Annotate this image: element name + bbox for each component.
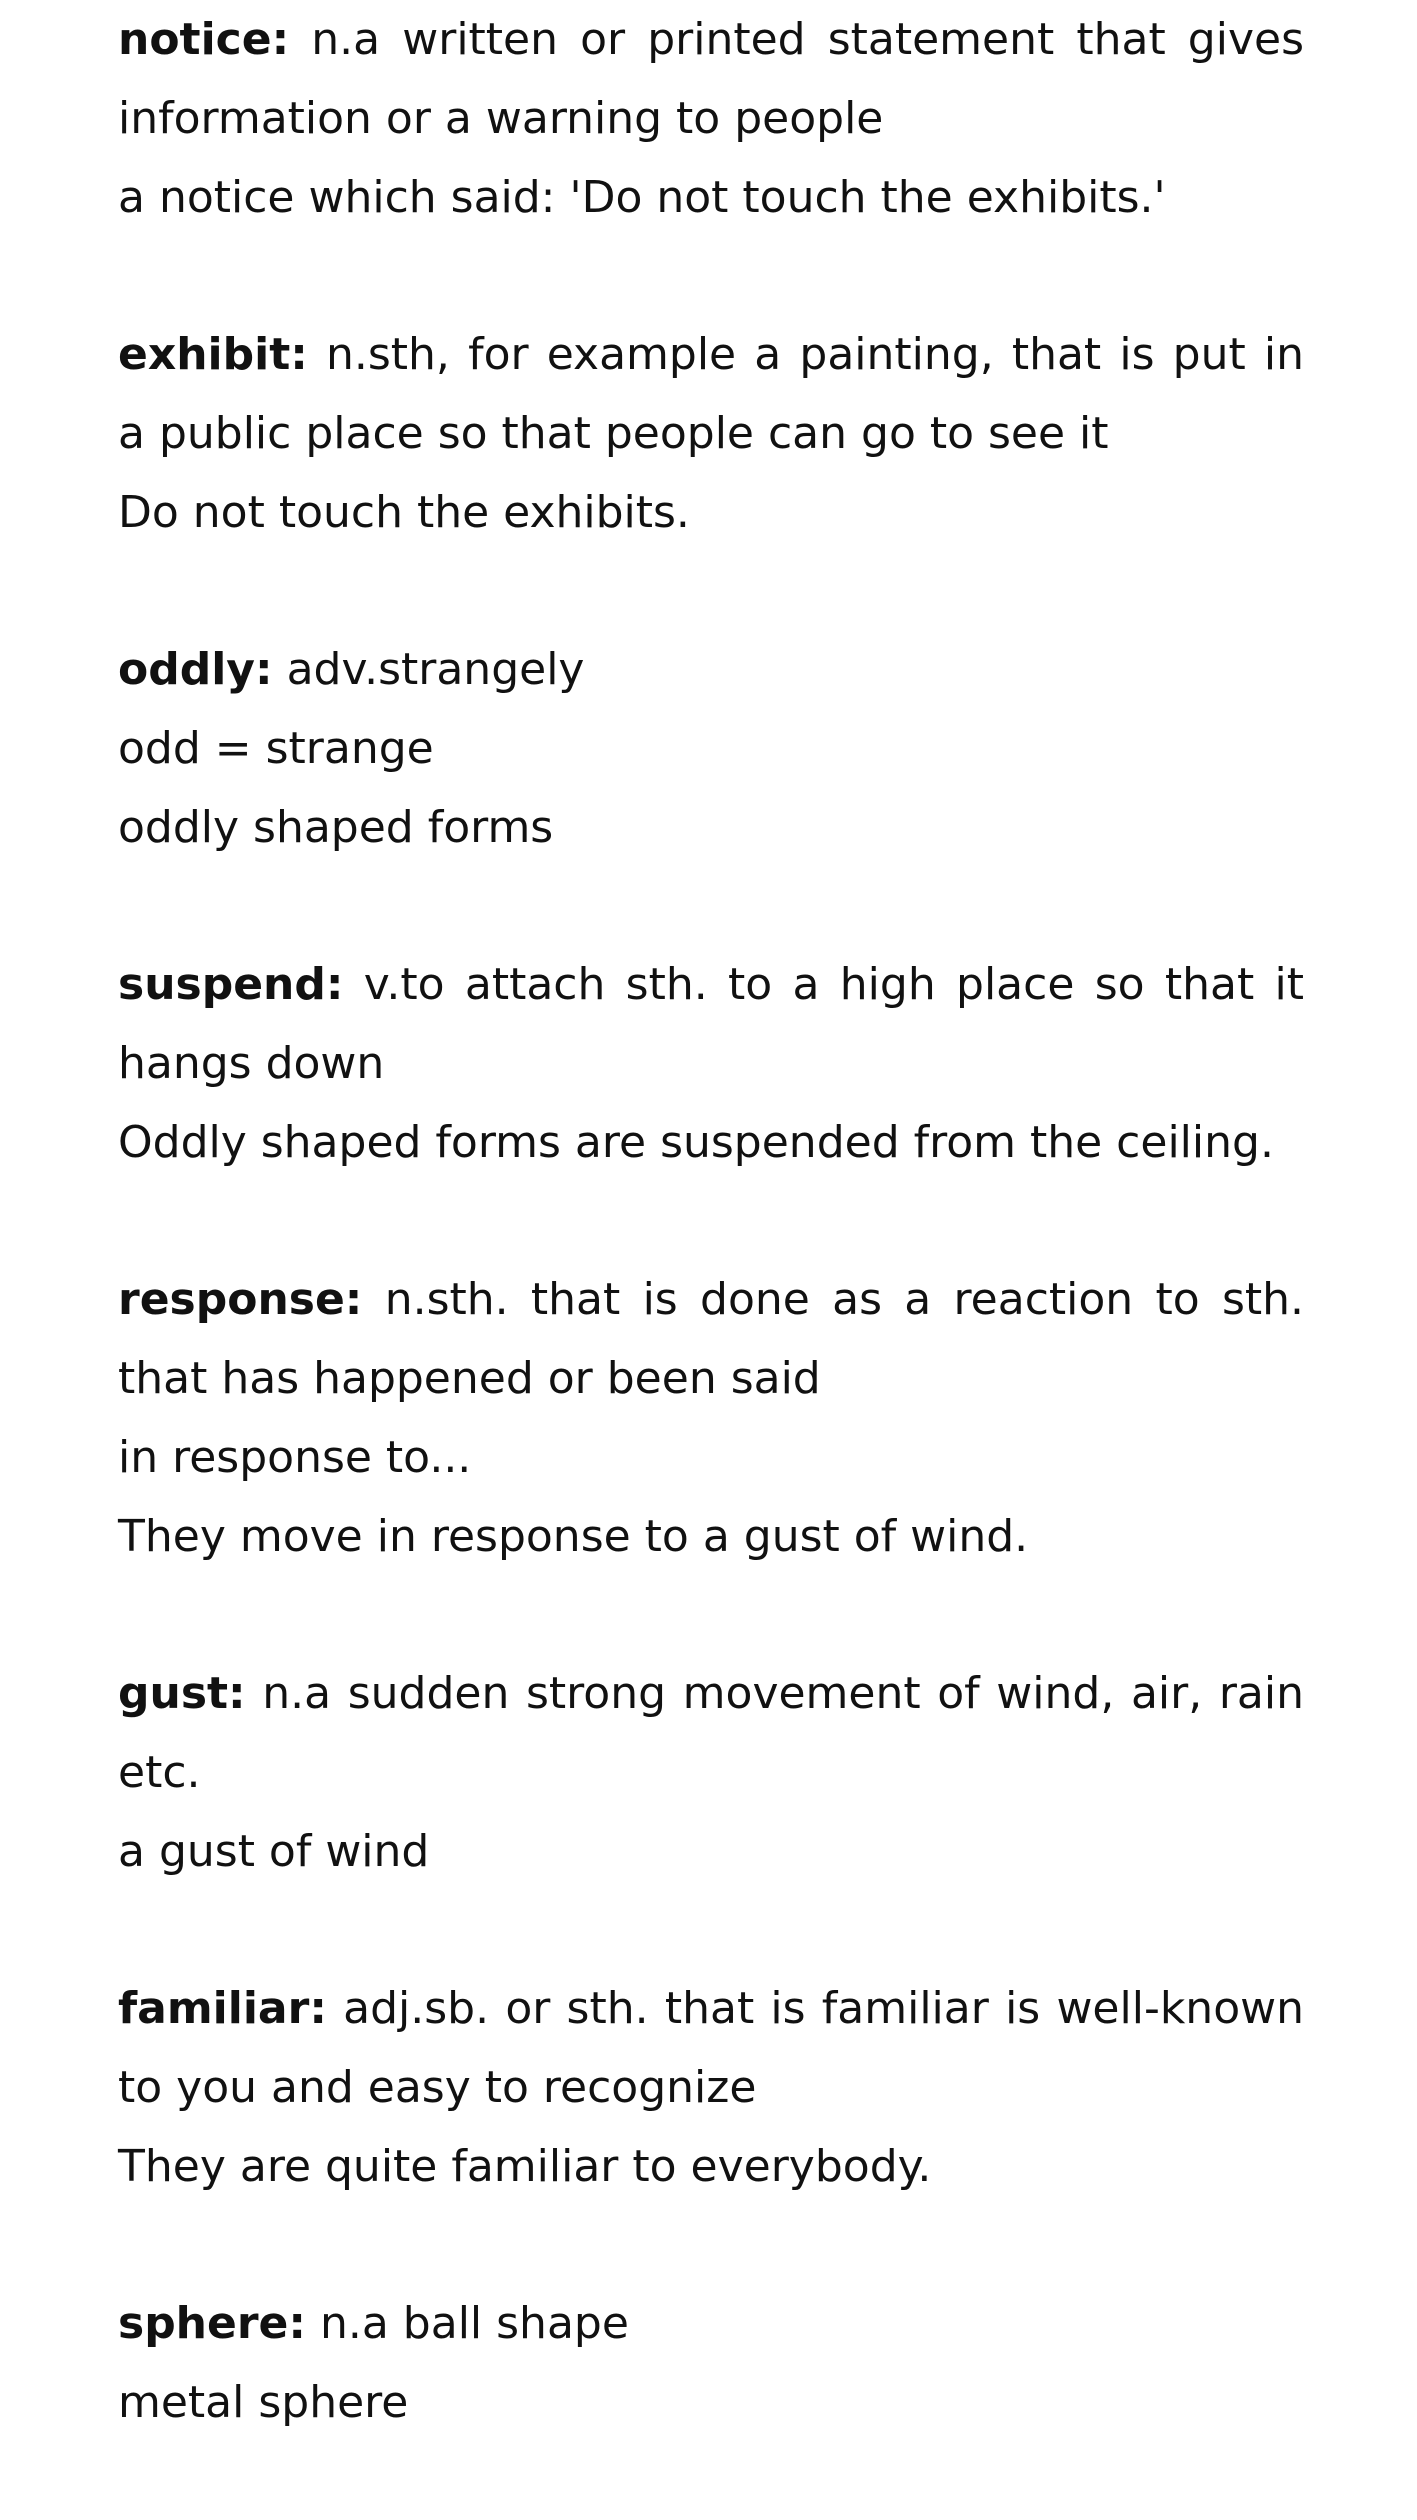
definition-line <box>118 1260 1304 1418</box>
vocab-entry-suspend <box>118 945 1304 1182</box>
example-phrase: metal sphere <box>118 2377 409 2428</box>
vocab-entry-oddly <box>118 630 1304 867</box>
example-sentence: They are quite familiar to everybody. <box>118 2141 932 2192</box>
headword: notice: <box>118 14 290 65</box>
headword: response: <box>118 1274 363 1325</box>
vocabulary-list <box>118 0 1304 2520</box>
definition-line <box>118 1969 1304 2127</box>
definition-text: v.to attach sth. to a high place so that it hangs down <box>118 959 1304 1089</box>
definition-text: n.sth. that is done as a reaction to sth. that has happened or been said <box>118 1274 1304 1404</box>
vocab-entry-notice <box>118 0 1304 237</box>
example-sentence: odd = strange <box>118 723 434 774</box>
example-sentence: They move in response to a gust of wind. <box>118 1511 1029 1562</box>
definition-text: adv.strangely <box>272 644 585 695</box>
definition-text: n.a written or printed statement that gives information or a warning to people <box>118 14 1304 144</box>
headword: oddly: <box>118 644 273 695</box>
headword: sphere: <box>118 2298 306 2349</box>
headword: familiar: <box>118 1983 327 2034</box>
example-phrase: in response to... <box>118 1432 472 1483</box>
definition-line <box>118 0 1304 158</box>
headword: suspend: <box>118 959 344 1010</box>
example-sentence: Do not touch the exhibits. <box>118 487 690 538</box>
definition-line <box>118 1654 1304 1812</box>
definition-line <box>118 2284 1304 2363</box>
definition-text: n.a sudden strong movement of wind, air, rain etc. <box>118 1668 1304 1798</box>
headword: exhibit: <box>118 329 308 380</box>
definition-line <box>118 630 1304 709</box>
example-phrase: a gust of wind <box>118 1826 430 1877</box>
example-sentence: oddly shaped forms <box>118 802 554 853</box>
definition-text: n.a ball shape <box>306 2298 629 2349</box>
definition-text: adj.sb. or sth. that is familiar is well-known to you and easy to recognize <box>118 1983 1304 2113</box>
definition-line <box>118 315 1304 473</box>
example-sentence: Oddly shaped forms are suspended from the ceiling. <box>118 1117 1274 1168</box>
vocab-entry-sphere <box>118 2284 1304 2442</box>
vocab-entry-exhibit <box>118 315 1304 552</box>
vocab-entry-gust <box>118 1654 1304 1891</box>
definition-text: n.sth, for example a painting, that is put in a public place so that people can go to see it <box>118 329 1304 459</box>
headword: gust: <box>118 1668 246 1719</box>
example-sentence: a notice which said: 'Do not touch the exhibits.' <box>118 172 1166 223</box>
vocab-entry-familiar <box>118 1969 1304 2206</box>
vocab-entry-response <box>118 1260 1304 1576</box>
definition-line <box>118 945 1304 1103</box>
